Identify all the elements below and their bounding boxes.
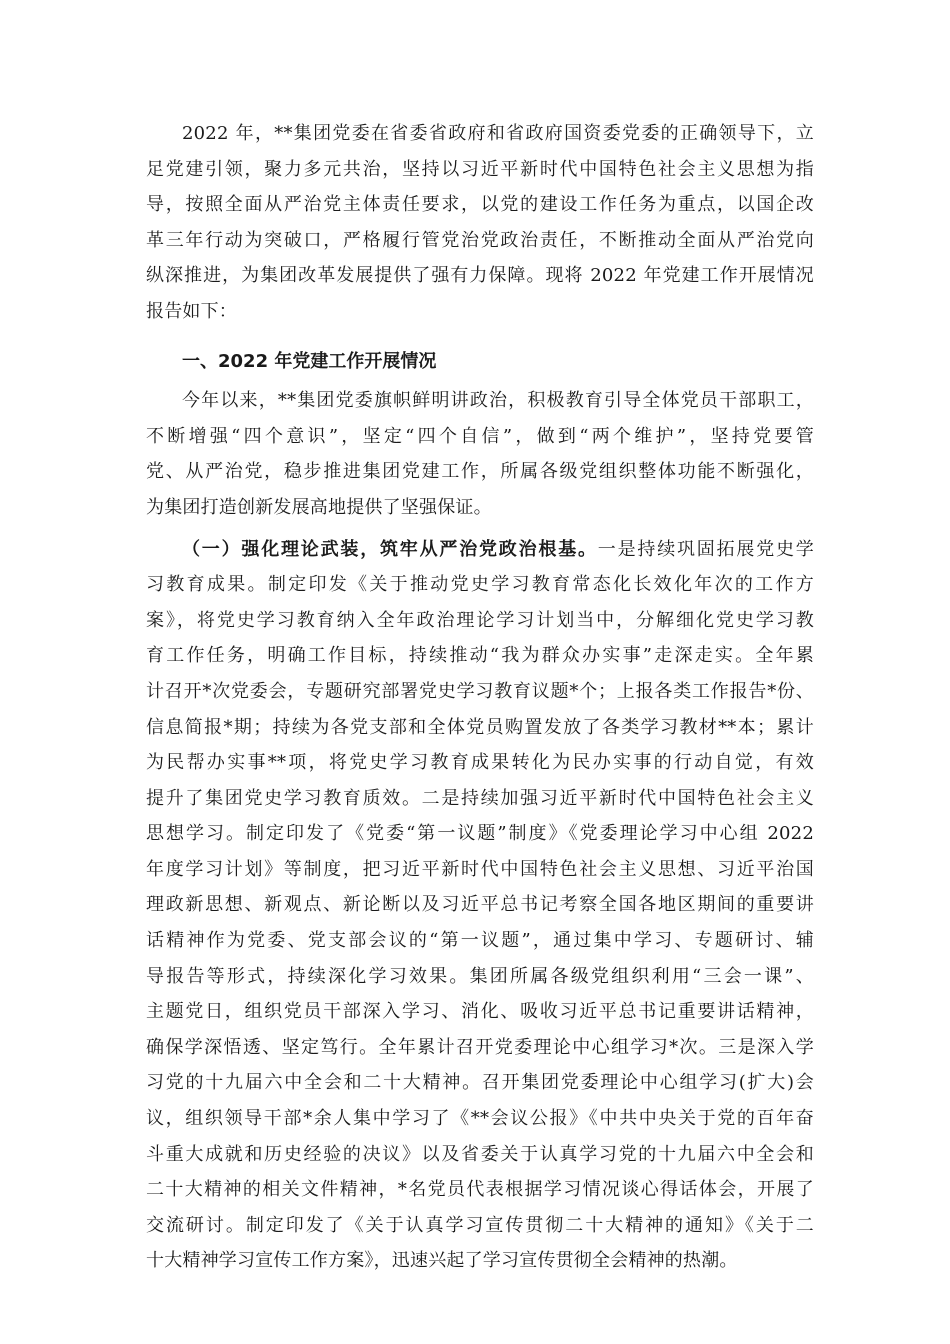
- intro-line: 革三年行动为突破口，严格履行管党治党政治责任，不断推动全面从严治党向: [146, 229, 814, 251]
- section-paragraph: [146, 383, 814, 525]
- subsection-first-line-text: 一是持续巩固拓展党史学: [597, 538, 814, 560]
- section-line: 不断增强“四个意识”，坚定“四个自信”，做到“两个维护”，坚持党要管: [146, 425, 814, 447]
- subsection-line: 话精神作为党委、党支部会议的“第一议题”，通过集中学习、专题研讨、辅: [146, 930, 814, 952]
- subsection-line: 为民帮办实事**项，将党史学习教育成果转化为民办实事的行动自觉，有效: [146, 752, 814, 774]
- intro-line: 2022 年，**集团党委在省委省政府和省政府国资委党委的正确领导下，立: [182, 123, 814, 144]
- intro-line: 纵深推进，为集团改革发展提供了强有力保障。现将 2022 年党建工作开展情况: [146, 265, 814, 287]
- subsection-line: 信息简报*期；持续为各党支部和全体党员购置发放了各类学习教材**本；累计: [146, 716, 814, 738]
- subsection-paragraph: [146, 532, 814, 1279]
- subsection-line: 提升了集团党史学习教育质效。二是持续加强习近平新时代中国特色社会主义: [146, 787, 814, 809]
- subsection-line: 习党的十九届六中全会和二十大精神。召开集团党委理论中心组学习(扩大)会: [146, 1072, 814, 1094]
- subsection-line: 十大精神学习宣传工作方案》，迅速兴起了学习宣传贯彻全会精神的热潮。: [146, 1250, 738, 1272]
- subsection-line: 交流研讨。制定印发了《关于认真学习宣传贯彻二十大精神的通知》《关于二: [146, 1214, 814, 1236]
- subsection-line: 案》，将党史学习教育纳入全年政治理论学习计划当中，分解细化党史学习教: [146, 609, 814, 631]
- document-body: [146, 116, 814, 1279]
- subsection-line: 年度学习计划》等制度，把习近平新时代中国特色社会主义思想、习近平治国: [146, 858, 814, 880]
- subsection-line: 导报告等形式，持续深化学习效果。集团所属各级党组织利用“三会一课”、: [146, 965, 814, 987]
- section-line: 党、从严治党，稳步推进集团党建工作，所属各级党组织整体功能不断强化，: [146, 461, 814, 483]
- intro-line: 导，按照全面从严治党主体责任要求，以党的建设工作任务为重点，以国企改: [146, 194, 814, 216]
- subsection-line: 思想学习。制定印发了《党委“第一议题”制度》《党委理论学习中心组 2022: [146, 823, 814, 845]
- intro-line: 足党建引领，聚力多元共治，坚持以习近平新时代中国特色社会主义思想为指: [146, 158, 814, 180]
- subsection-line: 主题党日，组织党员干部深入学习、消化、吸收习近平总书记重要讲话精神，: [146, 1001, 814, 1023]
- section-line: 今年以来，**集团党委旗帜鲜明讲政治，积极教育引导全体党员干部职工，: [182, 390, 814, 412]
- subsection-line: 理政新思想、新观点、新论断以及习近平总书记考察全国各地区期间的重要讲: [146, 894, 814, 916]
- subsection-first-line: [146, 532, 814, 568]
- subsection-line: 斗重大成就和历史经验的决议》以及省委关于认真学习党的十九届六中全会和: [146, 1143, 814, 1165]
- subsection-line: 习教育成果。制定印发《关于推动党史学习教育常态化长效化年次的工作方: [146, 574, 814, 596]
- subsection-line: 确保学深悟透、坚定笃行。全年累计召开党委理论中心组学习*次。三是深入学: [146, 1036, 814, 1058]
- subsection-line: 计召开*次党委会，专题研究部署党史学习教育议题*个；上报各类工作报告*份、: [146, 680, 814, 702]
- subsection-title: （一）强化理论武装，筑牢从严治党政治根基。: [182, 538, 598, 560]
- subsection-line: 二十大精神的相关文件精神，*名党员代表根据学习情况谈心得话体会，开展了: [146, 1179, 814, 1201]
- section-heading: 一、2022 年党建工作开展情况: [182, 350, 437, 372]
- subsection-line: 育工作任务，明确工作目标，持续推动“我为群众办实事”走深走实。全年累: [146, 645, 814, 667]
- subsection-line: 议，组织领导干部*余人集中学习了《**会议公报》《中共中央关于党的百年奋: [146, 1108, 814, 1130]
- intro-paragraph: [146, 116, 814, 330]
- intro-line: 报告如下：: [146, 300, 237, 322]
- section-line: 为集团打造创新发展高地提供了坚强保证。: [146, 496, 492, 518]
